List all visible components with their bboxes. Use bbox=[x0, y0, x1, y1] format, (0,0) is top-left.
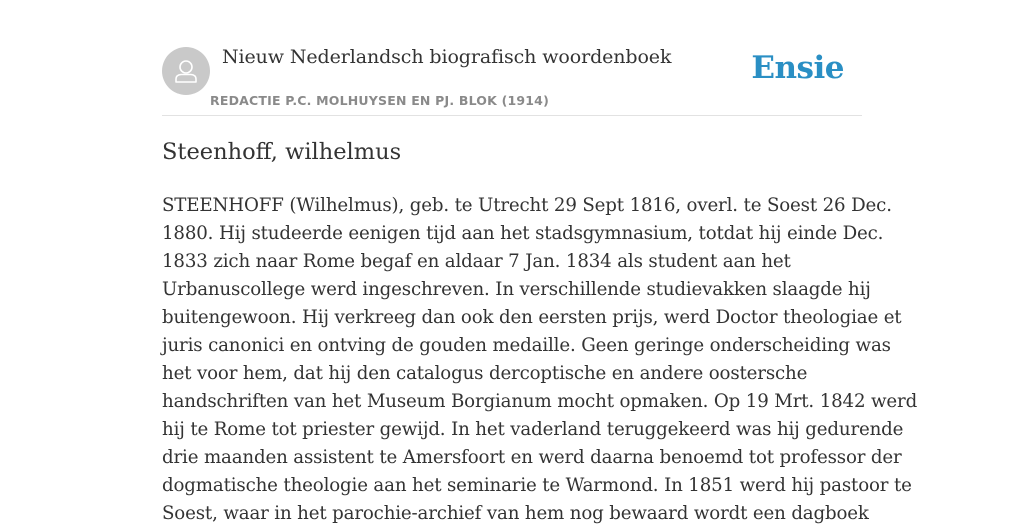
entry-title: Steenhoff, wilhelmus bbox=[162, 139, 402, 165]
entry-text-line: het voor hem, dat hij den catalogus dercoptische en andere oostersche bbox=[162, 363, 808, 384]
entry-body bbox=[162, 192, 918, 528]
entry-text-line: hij te Rome tot priester gewijd. In het vaderland teruggekeerd was hij gedurende bbox=[162, 419, 904, 440]
entry-text-line: 1833 zich naar Rome begaf en aldaar 7 Jan. 1834 als student aan het bbox=[162, 251, 791, 272]
ensie-logo[interactable]: Ensie bbox=[751, 50, 844, 86]
entry-text-line: Urbanuscollege werd ingeschreven. In verschillende studievakken slaagde hij bbox=[162, 279, 871, 300]
entry-text-line: STEENHOFF (Wilhelmus), geb. te Utrecht 29 Sept 1816, overl. te Soest 26 Dec. bbox=[162, 195, 892, 216]
entry-text-line: buitengewoon. Hij verkreeg dan ook den eersten prijs, werd Doctor theologiae et bbox=[162, 307, 902, 328]
entry-text-line: drie maanden assistent te Amersfoort en werd daarna benoemd tot professor der bbox=[162, 447, 902, 468]
entry-text-line: dogmatische theologie aan het seminarie te Warmond. In 1851 werd hij pastoor te bbox=[162, 475, 912, 496]
entry-text-line: handschriften van het Museum Borgianum mocht opmaken. Op 19 Mrt. 1842 werd bbox=[162, 391, 918, 412]
book-subtitle: REDACTIE P.C. MOLHUYSEN EN PJ. BLOK (1914) bbox=[210, 93, 549, 108]
entry-text-line: 1880. Hij studeerde eenigen tijd aan het stadsgymnasium, totdat hij einde Dec. bbox=[162, 223, 884, 244]
entry-text-line: juris canonici en ontving de gouden medaille. Geen geringe onderscheiding was bbox=[162, 335, 891, 356]
entry-text-line: Soest, waar in het parochie-archief van hem nog bewaard wordt een dagboek bbox=[162, 503, 869, 524]
header bbox=[162, 0, 862, 116]
book-title[interactable]: Nieuw Nederlandsch biografisch woordenboek bbox=[222, 46, 672, 68]
avatar[interactable] bbox=[162, 47, 210, 95]
user-icon bbox=[162, 47, 210, 95]
